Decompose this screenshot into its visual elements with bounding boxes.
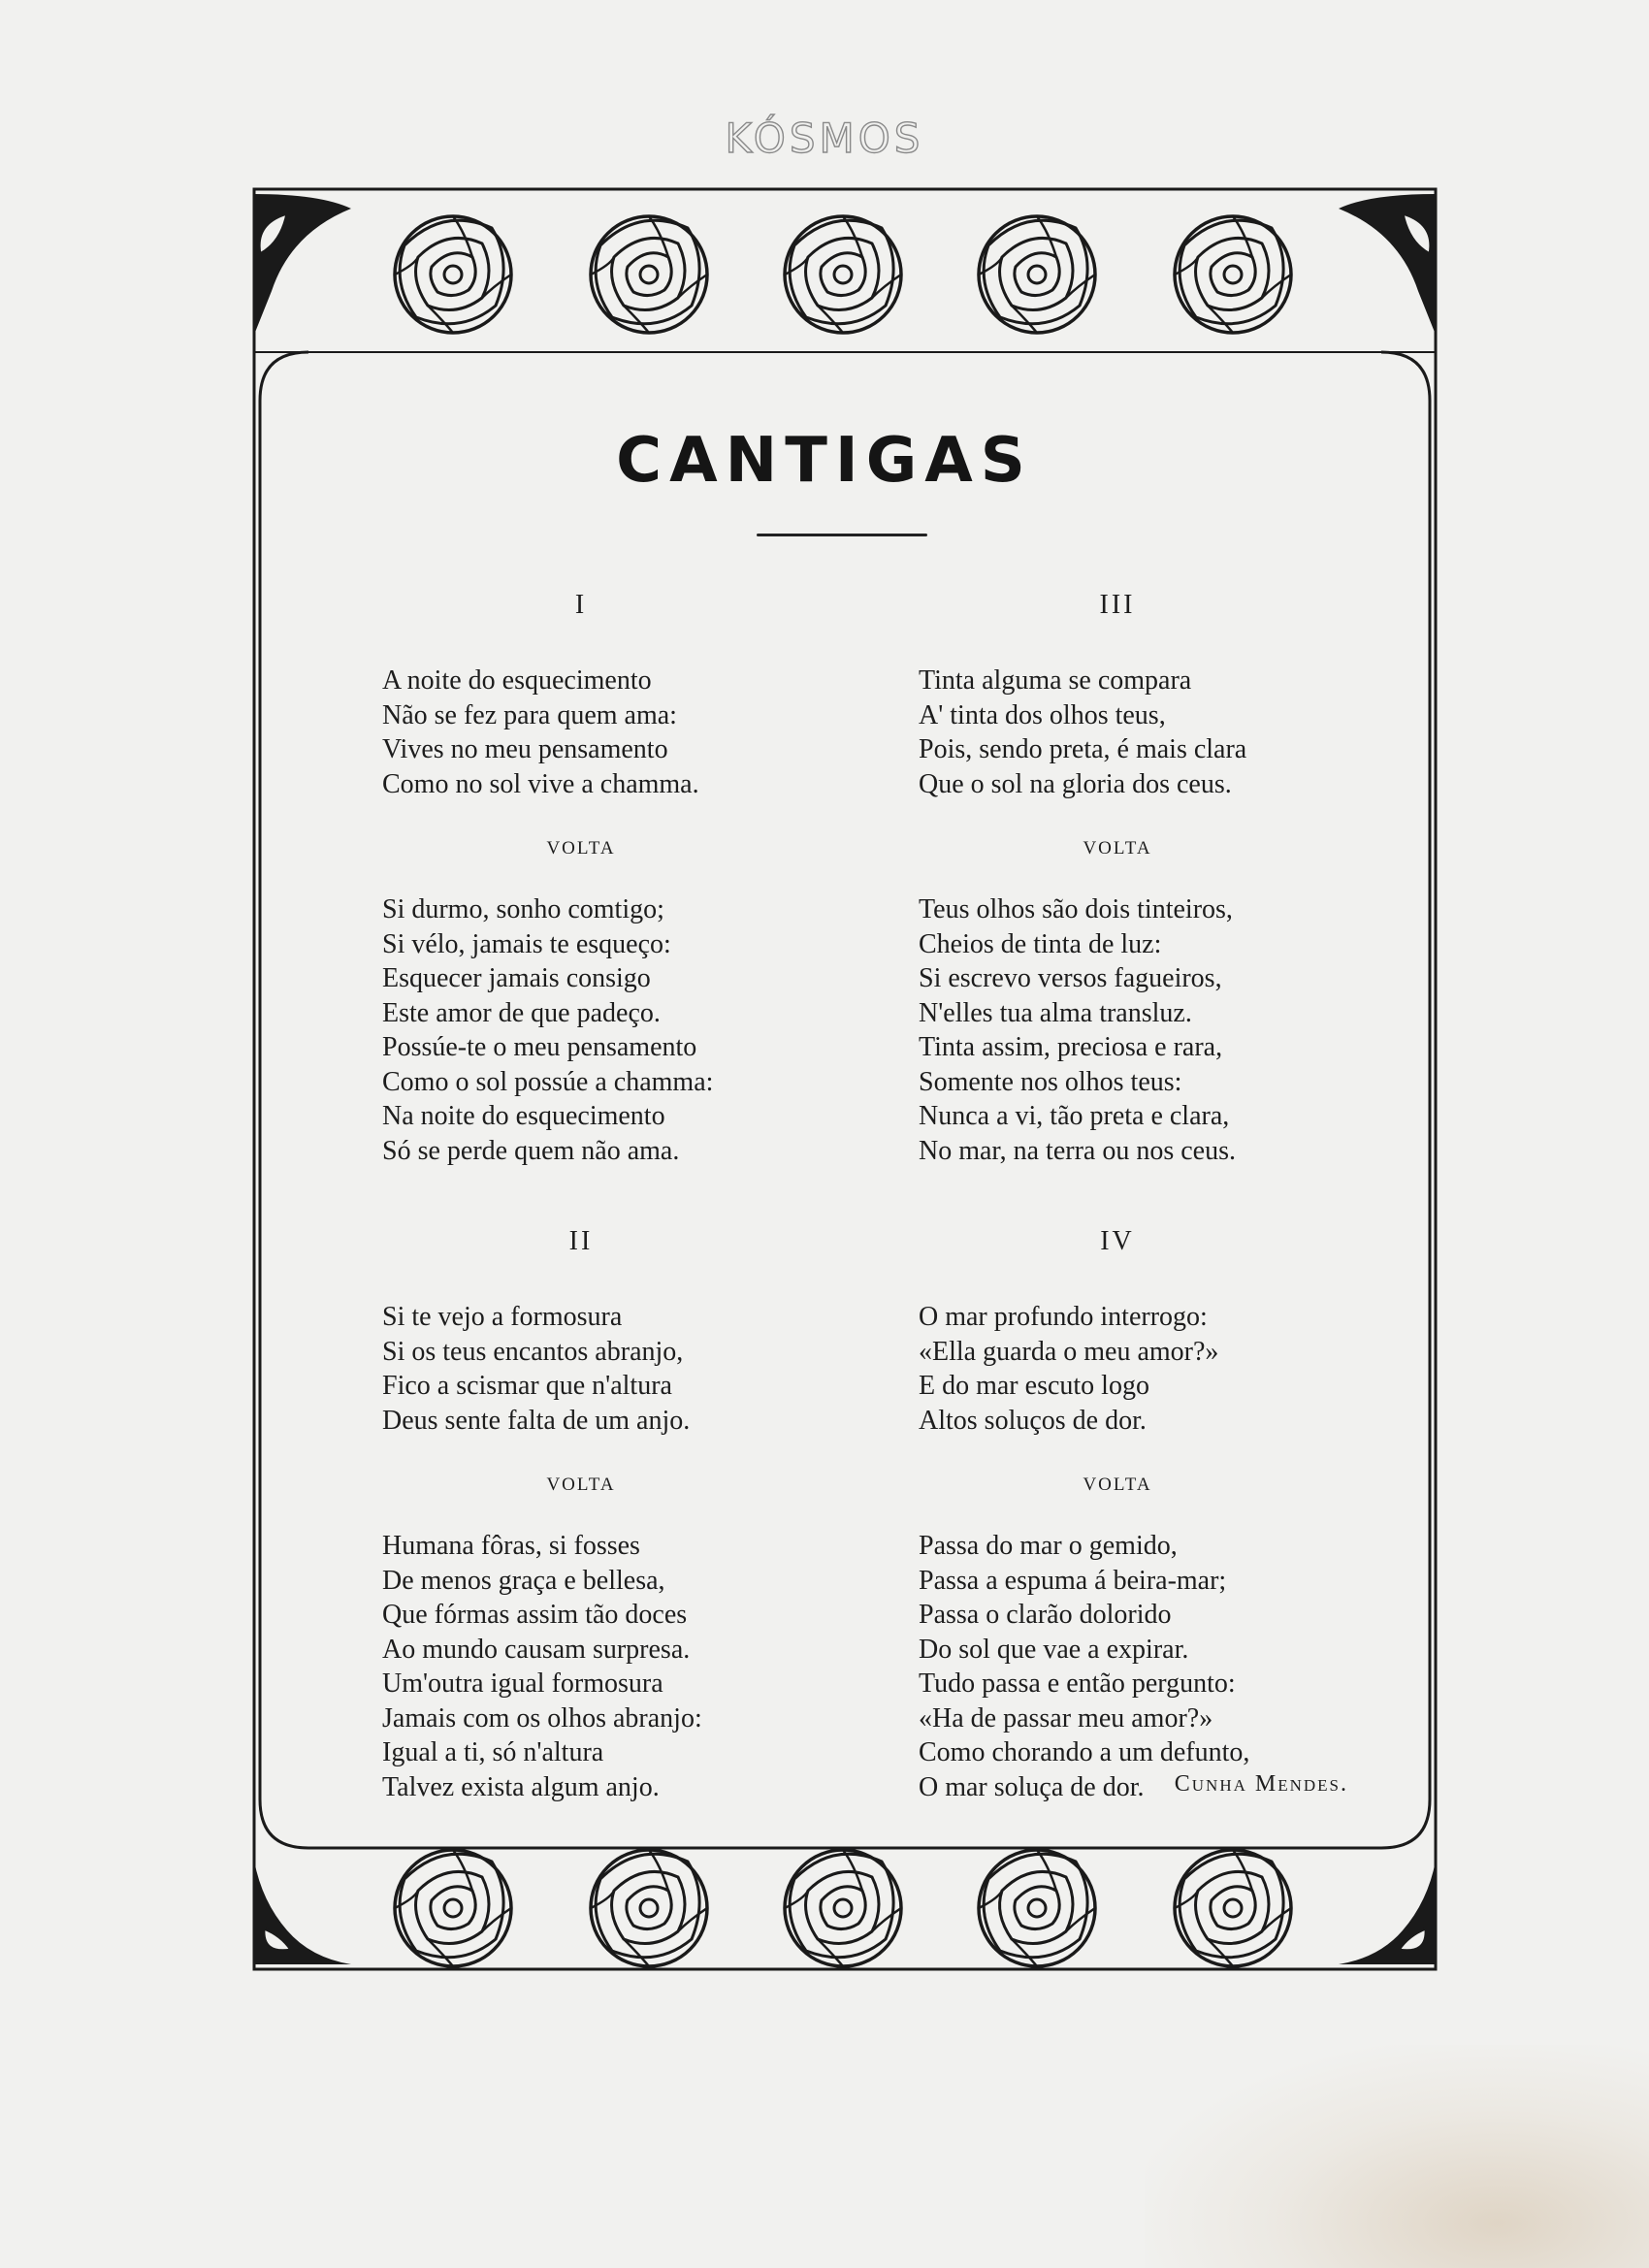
verse-line: O mar soluça de dor. <box>919 1771 1145 1802</box>
volta-stanza <box>382 1529 809 1804</box>
verse-line: Humana fôras, si fosses <box>382 1531 640 1561</box>
verse-line: Talvez exista algum anjo. <box>382 1771 660 1802</box>
verse-line: Tinta alguma se compara <box>919 665 1192 696</box>
rose-ornament-icon <box>1175 216 1291 333</box>
verse-line: Fico a scismar que n'altura <box>382 1371 672 1401</box>
verse-line: «Ha de passar meu amor?» <box>919 1702 1213 1733</box>
right-column <box>919 588 1345 1804</box>
verse-line: Si os teus encantos abranjo, <box>382 1336 684 1367</box>
verse-line: Passa do mar o gemido, <box>919 1531 1178 1561</box>
section-numeral: I <box>574 590 588 620</box>
verse-line: Esquecer jamais consigo <box>382 963 651 993</box>
verse-line: «Ella guarda o meu amor?» <box>919 1336 1219 1367</box>
rose-ornament-icon <box>979 216 1095 333</box>
rose-ornament-icon <box>1175 1850 1291 1966</box>
verse-line: Do sol que vae a expirar. <box>919 1634 1189 1665</box>
verse-line: A noite do esquecimento <box>382 665 652 696</box>
verse-line: Passa a espuma á beira-mar; <box>919 1565 1227 1596</box>
rose-ornament-icon <box>395 1850 511 1966</box>
author-signature: Cunha Mendes. <box>1174 1771 1348 1797</box>
verse-line: Que o sol na gloria dos ceus. <box>919 768 1232 799</box>
volta-label: VOLTA <box>1083 1474 1152 1495</box>
left-column <box>382 588 809 1804</box>
rose-ornament-icon <box>591 1850 707 1966</box>
verse-line: Vives no meu pensamento <box>382 734 668 764</box>
volta-label: VOLTA <box>1083 838 1152 859</box>
rose-ornament-icon <box>785 216 901 333</box>
rose-ornament-icon <box>979 1850 1095 1966</box>
rose-ornament-icon <box>591 216 707 333</box>
verse-line: N'elles tua alma transluz. <box>919 997 1192 1028</box>
section-numeral: II <box>568 1226 594 1256</box>
verse-line: Deus sente falta de um anjo. <box>382 1405 691 1436</box>
verse-line: Teus olhos são dois tinteiros, <box>919 894 1233 924</box>
verse-line: Tudo passa e então pergunto: <box>919 1669 1236 1699</box>
verse-line: Um'outra igual formosura <box>382 1669 663 1699</box>
verse-line: Que fórmas assim tão doces <box>382 1600 688 1630</box>
volta-stanza <box>382 892 809 1168</box>
verse-line: Si te vejo a formosura <box>382 1302 623 1332</box>
volta-label: VOLTA <box>546 838 616 859</box>
volta-stanza <box>919 1529 1345 1804</box>
verse-line: Como o sol possúe a chamma: <box>382 1066 714 1097</box>
section-numeral: III <box>1099 590 1136 620</box>
verse-line: Como no sol vive a chamma. <box>382 768 699 799</box>
verse-line: Ao mundo causam surpresa. <box>382 1634 691 1665</box>
verse-line: Possúe-te o meu pensamento <box>382 1032 697 1062</box>
verse-line: Na noite do esquecimento <box>382 1101 665 1131</box>
stanza <box>919 664 1345 801</box>
verse-line: Como chorando a um defunto, <box>919 1737 1250 1767</box>
verse-line: Só se perde quem não ama. <box>382 1135 680 1166</box>
verse-line: Não se fez para quem ama: <box>382 699 677 730</box>
verse-line: No mar, na terra ou nos ceus. <box>919 1135 1236 1166</box>
masthead: KÓSMOS <box>725 114 924 162</box>
verse-line: Tinta assim, preciosa e rara, <box>919 1032 1223 1062</box>
stanza <box>919 1300 1345 1438</box>
stanza <box>382 1300 809 1438</box>
poem-title: CANTIGAS <box>616 425 1033 497</box>
verse-line: Jamais com os olhos abranjo: <box>382 1702 702 1733</box>
verse-line: Pois, sendo preta, é mais clara <box>919 734 1247 764</box>
verse-line: O mar profundo interrogo: <box>919 1302 1208 1332</box>
verse-line: Si vélo, jamais te esqueço: <box>382 928 671 959</box>
verse-line: Passa o clarão dolorido <box>919 1600 1172 1630</box>
verse-line: Cheios de tinta de luz: <box>919 928 1162 959</box>
verse-line: Altos soluços de dor. <box>919 1405 1147 1436</box>
verse-line: Si durmo, sonho comtigo; <box>382 894 664 924</box>
verse-line: A' tinta dos olhos teus, <box>919 699 1166 730</box>
verse-line: E do mar escuto logo <box>919 1371 1149 1401</box>
verse-line: Igual a ti, só n'altura <box>382 1737 604 1767</box>
verse-line: Somente nos olhos teus: <box>919 1066 1182 1097</box>
title-rule <box>757 534 927 536</box>
verse-line: De menos graça e bellesa, <box>382 1565 665 1596</box>
volta-stanza <box>919 892 1345 1168</box>
section-numeral: IV <box>1100 1226 1135 1256</box>
verse-line: Este amor de que padeço. <box>382 997 661 1028</box>
rose-ornament-icon <box>785 1850 901 1966</box>
verse-line: Nunca a vi, tão preta e clara, <box>919 1101 1230 1131</box>
volta-label: VOLTA <box>546 1474 616 1495</box>
rose-ornament-icon <box>395 216 511 333</box>
stanza <box>382 664 809 801</box>
verse-line: Si escrevo versos fagueiros, <box>919 963 1222 993</box>
